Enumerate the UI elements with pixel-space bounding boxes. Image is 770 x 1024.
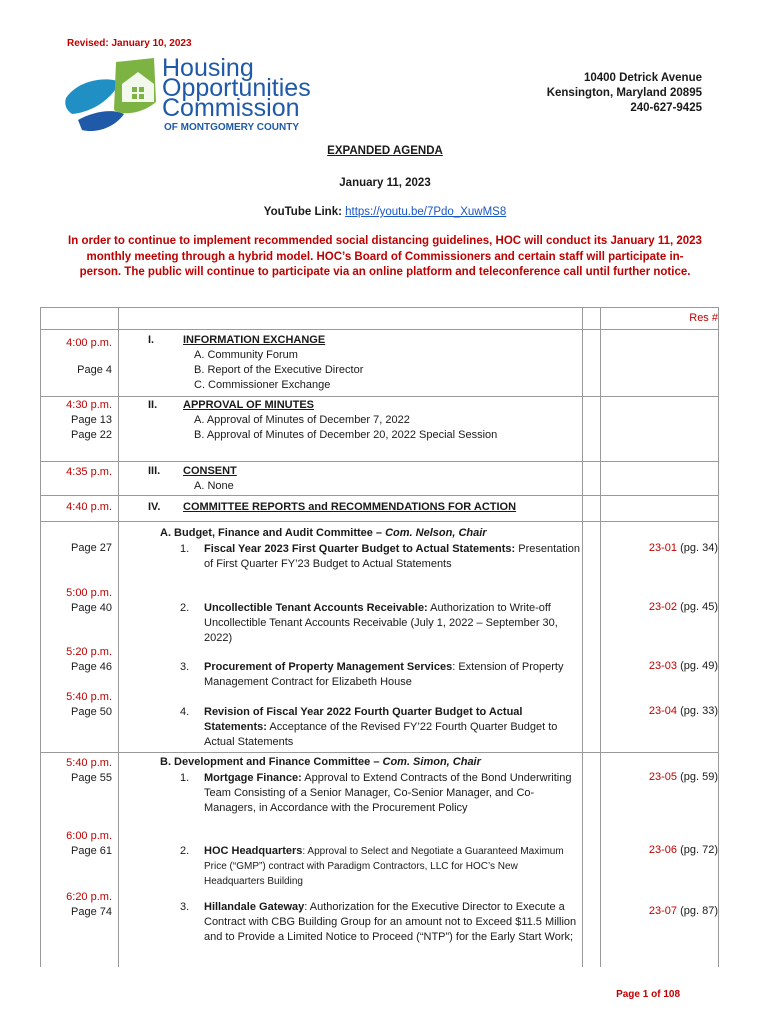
item-description: : Authorization for the Executive Director to Execute a Contract with CBG Building Group for an amount not to Exceed $11.5 Million and to Provide a Limited Notice to Proceed (“NTP”) for the Early Start Work; — [204, 901, 577, 943]
section-subitems — [194, 348, 574, 393]
item-number: 3. — [180, 901, 190, 913]
item-title: Mortgage Finance: — [204, 772, 302, 784]
time-slot: 5:40 p.m. — [66, 691, 112, 703]
res-page: (pg. 49) — [677, 660, 718, 672]
item-title: Hillandale Gateway — [204, 901, 305, 913]
address-city: Kensington, Maryland 20895 — [546, 87, 702, 99]
item-description: : Extension of Property Management Contract for Elizabeth House — [204, 661, 564, 688]
logo-line-opportunities: Opportunities — [162, 74, 311, 102]
committee-name: A. Budget, Finance and Audit Committee – — [160, 527, 386, 539]
res-id: 23-06 — [648, 844, 678, 856]
item-title: Procurement of Property Management Services — [204, 661, 453, 673]
youtube-line — [0, 206, 770, 218]
item-description: : Approval to Select and Negotiate a Guaranteed Maximum Price (“GMP”) contract with Paradigm Contractors, LLC for HOC’s New Headquarters Building — [204, 846, 564, 887]
page-ref: Page 55 — [71, 772, 112, 784]
section-numeral: II. — [148, 399, 158, 411]
item-number: 1. — [180, 543, 190, 555]
page-number: Page 1 of 108 — [616, 989, 680, 1000]
notice-text: In order to continue to implement recommended social distancing guidelines, HOC will conduct its January 11, 2023 monthly meeting through a hybrid model. HOC’s Board of Commissioners and certain staff will participate in-person. The public will continue to participate via an online platform and teleconference call until further notice. — [68, 235, 702, 278]
logo-line-commission: Commission — [162, 94, 300, 122]
address-phone: 240-627-9425 — [630, 102, 702, 114]
res-page: (pg. 33) — [677, 705, 718, 717]
page-ref: Page 4 — [77, 364, 112, 376]
section-heading: COMMITTEE REPORTS and RECOMMENDATIONS FOR ACTION — [183, 501, 517, 513]
time-slot: 5:00 p.m. — [66, 587, 112, 599]
section-numeral: IV. — [148, 501, 161, 513]
address-block — [547, 71, 702, 116]
item-number: 2. — [180, 845, 190, 857]
logo-line-housing: Housing — [162, 54, 254, 82]
subitem: C. Commissioner Exchange — [194, 379, 331, 391]
res-id: 23-05 — [648, 771, 678, 783]
item-number: 2. — [180, 602, 190, 614]
agenda-item — [180, 844, 580, 889]
youtube-link[interactable]: https://youtu.be/7Pdo_XuwMS8 — [345, 206, 507, 218]
subitem: A. Community Forum — [194, 349, 298, 361]
subitem: B. Report of the Executive Director — [194, 364, 364, 376]
res-id: 23-07 — [648, 905, 678, 917]
address-street: 10400 Detrick Avenue — [583, 72, 702, 84]
res-column-header: Res # — [689, 312, 718, 324]
section-heading: CONSENT — [183, 465, 237, 477]
time-slot: 4:00 p.m. — [66, 337, 112, 349]
item-title: Revision of Fiscal Year 2022 Fourth Quarter Budget to Actual Statements: — [204, 706, 523, 733]
page-ref: Page 22 — [71, 429, 112, 441]
agenda-item — [180, 900, 580, 945]
section-heading: APPROVAL OF MINUTES — [183, 399, 314, 411]
time-slot: 4:30 p.m. — [66, 399, 112, 411]
res-id: 23-01 — [648, 542, 678, 554]
res-id: 23-02 — [648, 601, 678, 613]
section-subitems — [194, 479, 574, 494]
page-ref: Page 50 — [71, 706, 112, 718]
committee-chair: Com. Nelson, Chair — [385, 527, 487, 539]
page-ref: Page 46 — [71, 661, 112, 673]
subitem: A. Approval of Minutes of December 7, 2022 — [194, 414, 410, 426]
time-slot: 6:00 p.m. — [66, 830, 112, 842]
res-page: (pg. 59) — [677, 771, 718, 783]
item-title: Fiscal Year 2023 First Quarter Budget to Actual Statements: — [204, 543, 516, 555]
agenda-item — [180, 705, 580, 750]
res-number — [600, 705, 718, 717]
revised-date: Revised: January 10, 2023 — [67, 38, 192, 49]
agenda-item — [180, 660, 580, 690]
committee-chair: Com. Simon, Chair — [382, 756, 481, 768]
agenda-title: EXPANDED AGENDA — [327, 145, 443, 157]
section-numeral: I. — [148, 334, 155, 346]
subitem: B. Approval of Minutes of December 20, 2022 Special Session — [194, 429, 498, 441]
agenda-item — [180, 601, 580, 646]
item-title: HOC Headquarters — [204, 845, 303, 857]
res-id: 23-04 — [648, 705, 678, 717]
res-number — [600, 905, 718, 917]
youtube-label: YouTube Link: — [263, 206, 342, 218]
agenda-item — [180, 542, 580, 572]
item-description: Presentation of First Quarter FY’23 Budget to Actual Statements — [204, 543, 580, 570]
section-numeral: III. — [148, 465, 161, 477]
res-number — [600, 601, 718, 613]
committee-heading-b — [160, 756, 481, 768]
time-slot: 4:40 p.m. — [66, 501, 112, 513]
page-ref: Page 27 — [71, 542, 112, 554]
item-number: 4. — [180, 706, 190, 718]
section-heading: INFORMATION EXCHANGE — [183, 334, 326, 346]
res-page: (pg. 34) — [677, 542, 718, 554]
res-page: (pg. 72) — [677, 844, 718, 856]
section-subitems — [194, 413, 549, 443]
res-page: (pg. 45) — [677, 601, 718, 613]
res-page: (pg. 87) — [677, 905, 718, 917]
res-number — [600, 542, 718, 554]
res-number — [600, 660, 718, 672]
committee-name: B. Development and Finance Committee – — [160, 756, 383, 768]
agenda-item — [180, 771, 580, 816]
res-id: 23-03 — [648, 660, 678, 672]
res-number — [600, 771, 718, 783]
hoc-logo — [58, 54, 358, 136]
item-description: Approval to Extend Contracts of the Bond Underwriting Team Consisting of a Senior Manager, Co-Senior Manager, and Co-Managers, in Accordance with the Procurement Policy — [204, 772, 572, 814]
item-number: 1. — [180, 772, 190, 784]
committee-heading-a — [160, 527, 487, 539]
page-ref: Page 13 — [71, 414, 112, 426]
time-slot: 5:20 p.m. — [66, 646, 112, 658]
page-ref: Page 61 — [71, 845, 112, 857]
item-description: Authorization to Write-off Uncollectible Tenant Accounts Receivable (July 1, 2022 – September 30, 2022) — [204, 602, 558, 644]
agenda-date: January 11, 2023 — [339, 177, 431, 189]
item-number: 3. — [180, 661, 190, 673]
page-ref: Page 40 — [71, 602, 112, 614]
item-description: Acceptance of the Revised FY’22 Fourth Quarter Budget to Actual Statements — [204, 721, 558, 748]
time-slot: 4:35 p.m. — [66, 466, 112, 478]
time-slot: 6:20 p.m. — [66, 891, 112, 903]
res-number — [600, 844, 718, 856]
item-title: Uncollectible Tenant Accounts Receivable: — [204, 602, 428, 614]
logo-line-county: OF MONTGOMERY COUNTY — [164, 122, 299, 133]
time-slot: 5:40 p.m. — [66, 757, 112, 769]
page-ref: Page 74 — [71, 906, 112, 918]
subitem: A. None — [194, 480, 234, 492]
